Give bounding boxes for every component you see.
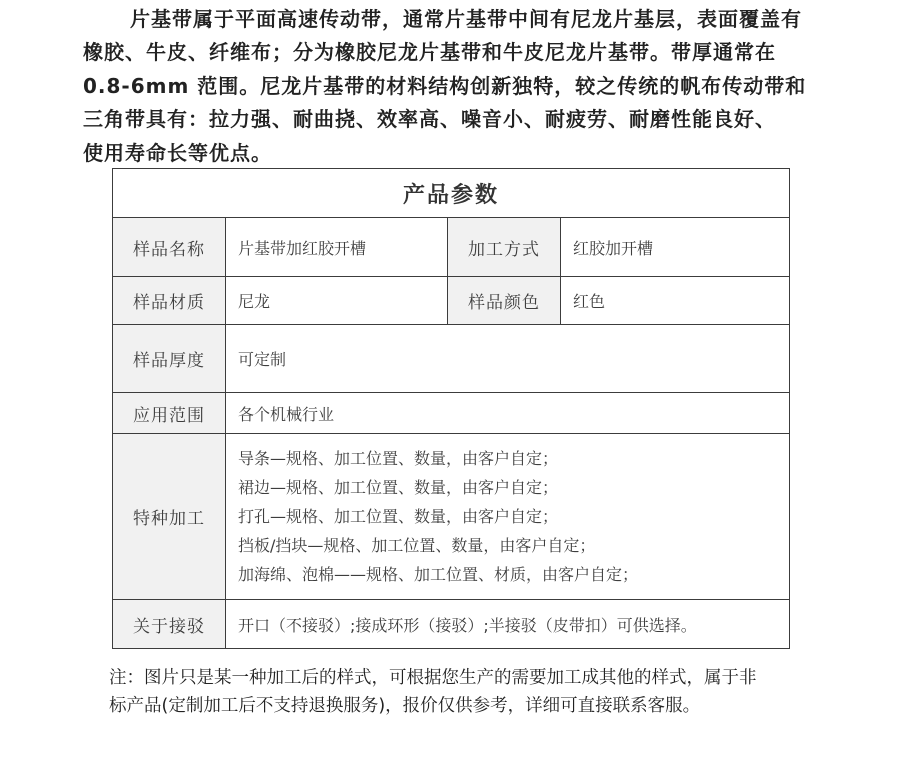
note-line: 标产品(定制加工后不支持退换服务)，报价仅供参考，详细可直接联系客服。 xyxy=(109,696,701,716)
note-line: 注：图片只是某一种加工后的样式，可根据您生产的需要加工成其他的样式，属于非 xyxy=(109,668,757,688)
table-row xyxy=(113,434,790,600)
table-row xyxy=(113,393,790,434)
row-label: 特种加工 xyxy=(113,434,226,600)
intro-line: 使用寿命长等优点。 xyxy=(83,140,272,165)
table-row xyxy=(113,325,790,393)
row-label: 样品颜色 xyxy=(448,277,561,325)
row-label: 样品材质 xyxy=(113,277,226,325)
intro-line: 0.8-6mm 范围。尼龙片基带的材料结构创新独特，较之传统的帆布传动带和 xyxy=(83,73,807,98)
special-processing-line: 导条—规格、加工位置、数量，由客户自定； xyxy=(238,449,559,468)
row-value: 尼龙 xyxy=(226,277,448,325)
table-title: 产品参数 xyxy=(113,169,790,218)
table-title-row xyxy=(113,169,790,218)
row-value: 红色 xyxy=(561,277,790,325)
row-value: 开口（不接驳）;接成环形（接驳）;半接驳（皮带扣）可供选择。 xyxy=(226,600,790,649)
intro-paragraph xyxy=(83,3,807,170)
row-label: 应用范围 xyxy=(113,393,226,434)
row-label: 样品厚度 xyxy=(113,325,226,393)
row-value xyxy=(226,434,790,600)
product-parameters-table xyxy=(112,168,790,649)
table-row xyxy=(113,600,790,649)
table-row xyxy=(113,218,790,277)
row-label: 样品名称 xyxy=(113,218,226,277)
row-value: 片基带加红胶开槽 xyxy=(226,218,448,277)
intro-line: 片基带属于平面高速传动带，通常片基带中间有尼龙片基层，表面覆盖有 xyxy=(130,7,802,31)
special-processing-line: 加海绵、泡棉——规格、加工位置、材质，由客户自定； xyxy=(238,565,639,584)
row-value: 可定制 xyxy=(226,325,790,393)
table-row xyxy=(113,277,790,325)
special-processing-line: 挡板/挡块—规格、加工位置、数量，由客户自定； xyxy=(238,536,596,555)
row-value: 各个机械行业 xyxy=(226,393,790,434)
special-processing-line: 裙边—规格、加工位置、数量，由客户自定； xyxy=(238,478,559,497)
special-processing-line: 打孔—规格、加工位置、数量，由客户自定； xyxy=(238,507,559,526)
row-label: 关于接驳 xyxy=(113,600,226,649)
intro-line: 三角带具有：拉力强、耐曲挠、效率高、噪音小、耐疲劳、耐磨性能良好、 xyxy=(83,107,776,132)
row-value: 红胶加开槽 xyxy=(561,218,790,277)
footer-note xyxy=(109,664,799,720)
intro-line: 橡胶、牛皮、纤维布；分为橡胶尼龙片基带和牛皮尼龙片基带。带厚通常在 xyxy=(83,40,776,65)
row-label: 加工方式 xyxy=(448,218,561,277)
